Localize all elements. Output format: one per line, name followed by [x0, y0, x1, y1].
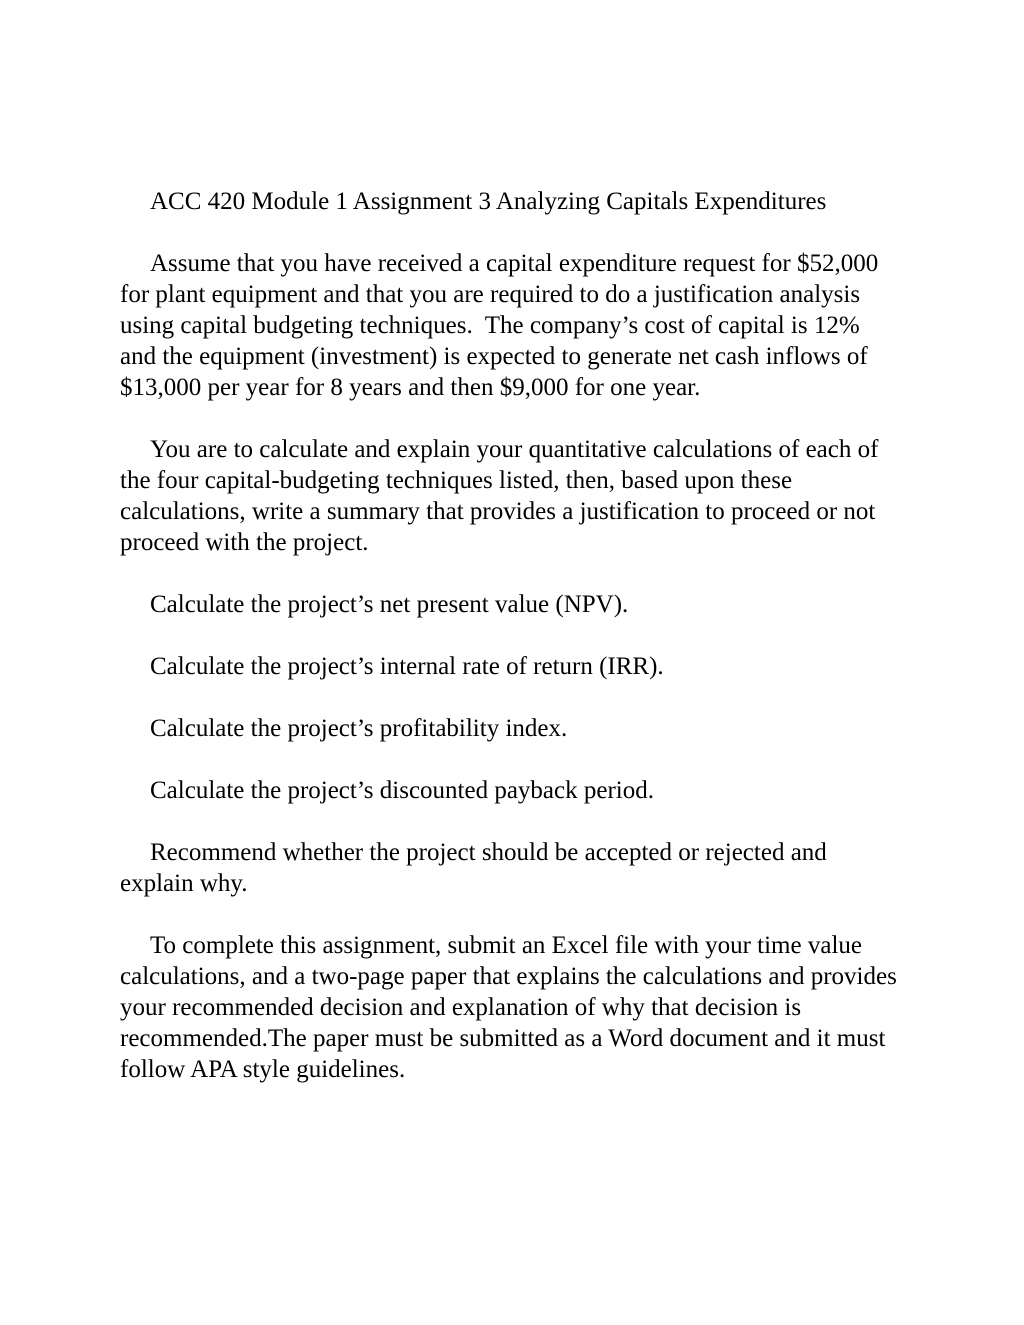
task-npv: Calculate the project’s net present value (NPV).: [150, 591, 629, 618]
task-profitability-index: Calculate the project’s profitability index.: [150, 715, 568, 742]
task-recommendation: Recommend whether the project should be accepted or rejected and explain why.: [120, 839, 827, 897]
document-body: [120, 186, 900, 1116]
task-irr: Calculate the project’s internal rate of return (IRR).: [150, 653, 664, 680]
task-discounted-payback: Calculate the project’s discounted payback period.: [150, 777, 654, 804]
paragraph-scenario: Assume that you have received a capital expenditure request for $52,000 for plant equipment and that you are required to do a justification analysis using capital budgeting techniques. The company’s cost of capital is 12% and the equipment (investment) is expected to generate net cash inflows of $13,000 per year for 8 years and then $9,000 for one year.: [120, 250, 879, 401]
paragraph-submission: To complete this assignment, submit an Excel file with your time value calculations, and a two-page paper that explains the calculations and provides your recommended decision and explanation of why that decision is recommended.The paper must be submitted as a Word document and it must follow APA style guidelines.: [120, 932, 897, 1083]
paragraph-instructions: You are to calculate and explain your quantitative calculations of each of the four capital-budgeting techniques listed, then, based upon these calculations, write a summary that provides a justification to proceed or not proceed with the project.: [120, 436, 879, 556]
document-title: ACC 420 Module 1 Assignment 3 Analyzing Capitals Expenditures: [150, 188, 827, 215]
